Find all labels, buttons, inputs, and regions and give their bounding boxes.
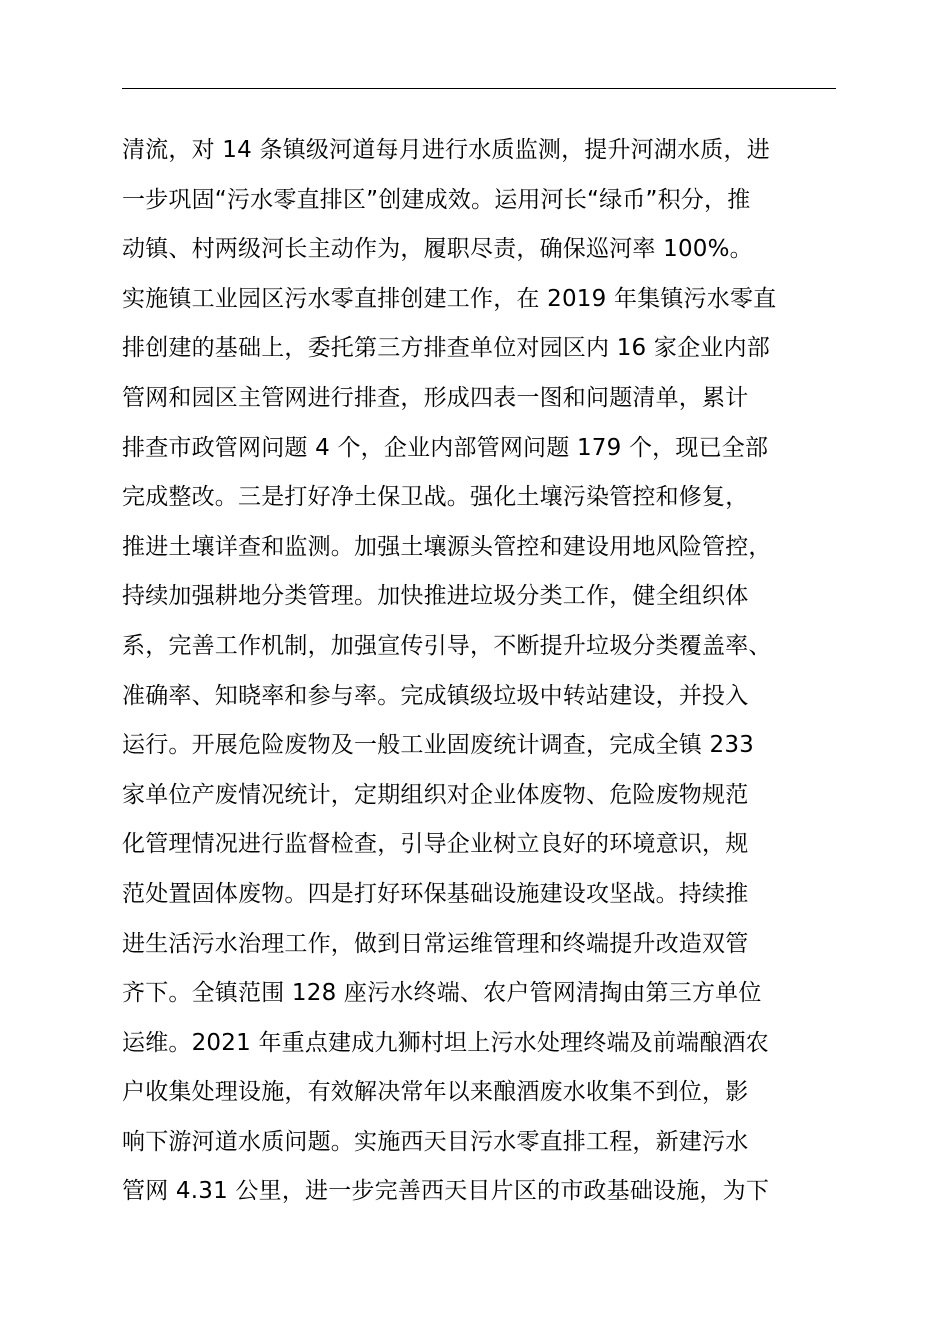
text-line: 进生活污水治理工作，做到日常运维管理和终端提升改造双管 [122, 930, 749, 957]
text-line: 动镇、村两级河长主动作为，履职尽责，确保巡河率 100%。 [122, 236, 753, 263]
text-line: 系，完善工作机制，加强宣传引导，不断提升垃圾分类覆盖率、 [122, 632, 772, 659]
text-line: 范处置固体废物。四是打好环保基础设施建设攻坚战。持续推 [122, 880, 749, 907]
text-line: 运维。2021 年重点建成九狮村坦上污水处理终端及前端酿酒农 [122, 1029, 769, 1056]
text-line: 实施镇工业园区污水零直排创建工作，在 2019 年集镇污水零直 [122, 285, 777, 312]
text-line: 户收集处理设施，有效解决常年以来酿酒废水收集不到位，影 [122, 1079, 749, 1106]
body-paragraph [122, 126, 842, 1217]
text-line: 运行。开展危险废物及一般工业固废统计调查，完成全镇 233 [122, 732, 755, 759]
text-line: 响下游河道水质问题。实施西天目污水零直排工程，新建污水 [122, 1128, 749, 1155]
text-line: 管网 4.31 公里，进一步完善西天目片区的市政基础设施，为下 [122, 1178, 770, 1205]
text-line: 准确率、知晓率和参与率。完成镇级垃圾中转站建设，并投入 [122, 682, 749, 709]
text-line: 家单位产废情况统计，定期组织对企业体废物、危险废物规范 [122, 781, 749, 808]
text-line: 管网和园区主管网进行排查，形成四表一图和问题清单，累计 [122, 384, 749, 411]
text-line: 持续加强耕地分类管理。加快推进垃圾分类工作，健全组织体 [122, 583, 749, 610]
text-line: 排查市政管网问题 4 个，企业内部管网问题 179 个，现已全部 [122, 434, 769, 461]
text-line: 完成整改。三是打好净土保卫战。强化土壤污染管控和修复， [122, 484, 749, 511]
text-line: 清流，对 14 条镇级河道每月进行水质监测，提升河湖水质，进 [122, 137, 770, 163]
header-rule [122, 88, 836, 89]
text-line: 排创建的基础上，委托第三方排查单位对园区内 16 家企业内部 [122, 335, 770, 362]
text-line: 推进土壤详查和监测。加强土壤源头管控和建设用地风险管控， [122, 533, 772, 560]
text-line: 一步巩固“污水零直排区”创建成效。运用河长“绿币”积分，推 [122, 186, 751, 213]
text-line: 齐下。全镇范围 128 座污水终端、农户管网清掏由第三方单位 [122, 980, 762, 1007]
text-line: 化管理情况进行监督检查，引导企业树立良好的环境意识，规 [122, 831, 749, 858]
